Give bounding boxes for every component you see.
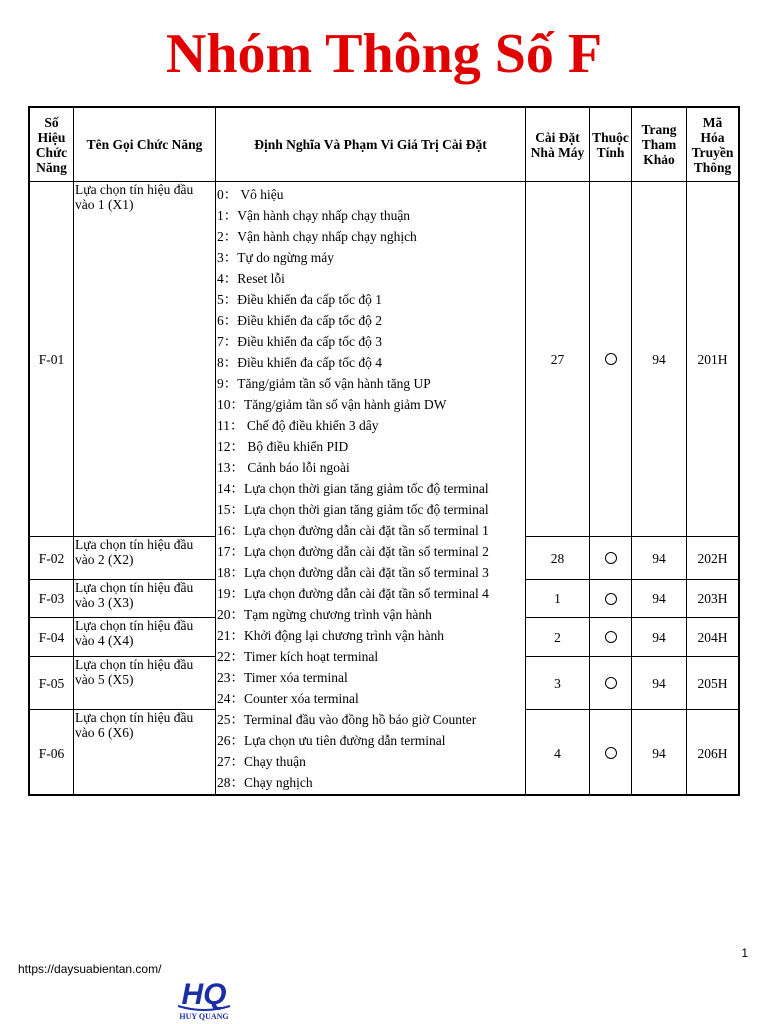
row-factory-cell: 28 [526,537,590,580]
header-attribute-line: Tính [596,144,625,160]
row-name-line: vào 3 (X3) [75,595,134,610]
row-page-cell: 94 [632,710,687,796]
header-name [74,108,216,182]
definition-option: 26：Lựa chọn ưu tiên đường dẫn terminal [217,733,446,748]
header-factory-line: Nhà Máy [530,144,585,160]
definition-option: 22：Timer kích hoạt terminal [217,649,379,664]
circle-icon [605,593,617,605]
row-attribute-cell [590,710,632,796]
definition-option: 18：Lựa chọn đường dẫn cài đặt tần số terminal 3 [217,565,489,580]
header-definition-line: Định Nghĩa Và Phạm Vi Giá Trị Cài Đặt [254,137,487,152]
row-name-line: Lựa chọn tín hiệu đầu [75,537,194,552]
row-comm-cell: 204H [687,618,738,657]
row-name-cell [74,537,216,580]
row-name-line: vào 2 (X2) [75,552,134,567]
header-code-line: Hiệu [37,129,66,145]
company-logo [172,976,236,1022]
row-name-line: Lựa chọn tín hiệu đầu [75,580,194,595]
definition-option: 2：Vận hành chạy nhấp chạy nghịch [217,229,417,244]
header-comm-line: Mã [702,114,723,130]
row-page-cell: 94 [632,618,687,657]
row-code-cell: F-06 [30,710,74,796]
row-comm-cell: 205H [687,657,738,710]
definition-option: 20：Tạm ngừng chương trình vận hành [217,607,432,622]
definition-option: 28：Chạy nghịch [217,775,313,790]
footer-url: https://daysuabientan.com/ [18,962,162,976]
row-page-cell: 94 [632,537,687,580]
definition-option: 17：Lựa chọn đường dẫn cài đặt tần số terminal 2 [217,544,489,559]
row-name-cell [74,580,216,618]
header-comm-line: Hóa [700,129,725,145]
hq-logo-icon [172,976,236,1012]
circle-icon [605,677,617,689]
header-attribute-line: Thuộc [592,129,629,145]
row-attribute-cell [590,182,632,537]
definition-option: 15：Lựa chọn thời gian tăng giảm tốc độ terminal [217,502,489,517]
definition-option: 21：Khởi động lại chương trình vận hành [217,628,445,643]
row-name-line: vào 5 (X5) [75,672,134,687]
row-attribute-cell [590,537,632,580]
header-attribute [590,108,632,182]
row-code-cell: F-01 [30,182,74,537]
header-definition [216,108,526,182]
row-name-line: vào 1 (X1) [75,197,134,212]
header-page-line: Trang [641,122,677,137]
row-comm-cell: 206H [697,745,728,761]
row-name-line: vào 4 (X4) [75,633,134,648]
row-page-cell: 94 [632,657,687,710]
logo-text: HUY QUANG [179,1012,229,1021]
row-name-line: Lựa chọn tín hiệu đầu [75,657,194,672]
definition-option: 13： Cảnh báo lỗi ngoài [217,460,350,475]
page-number: 1 [741,946,748,960]
definition-option: 19：Lựa chọn đường dẫn cài đặt tần số terminal 4 [217,586,489,601]
definition-option: 7：Điều khiển đa cấp tốc độ 3 [217,334,382,349]
page-title: Nhóm Thông Số F [165,23,603,85]
definition-option: 12： Bộ điều khiển PID [217,439,349,454]
definition-option: 24：Counter xóa terminal [217,691,359,706]
row-attribute-cell [590,580,632,618]
row-comm-cell: 201H [687,182,738,537]
definition-option: 0： Vô hiệu [217,187,284,202]
circle-icon [605,353,617,365]
row-attribute-cell [590,618,632,657]
header-code-line: Số [44,114,59,130]
definition-option: 25：Terminal đầu vào đồng hồ báo giờ Counter [217,712,477,727]
definition-option: 23：Timer xóa terminal [217,670,348,685]
definition-option: 8：Điều khiển đa cấp tốc độ 4 [217,355,382,370]
definition-option: 1：Vận hành chạy nhấp chạy thuận [217,208,411,223]
row-name-line: vào 6 (X6) [75,725,134,740]
row-code-cell: F-02 [30,537,74,580]
header-page [632,108,687,182]
definition-option: 11： Chế độ điều khiển 3 dây [217,418,379,433]
header-comm [687,108,738,182]
row-name-cell [74,710,216,796]
row-factory-cell: 27 [526,182,590,537]
row-factory-cell: 4 [526,710,590,796]
header-code [30,108,74,182]
header-name-line: Tên Gọi Chức Năng [86,137,203,152]
row-attribute-cell [590,657,632,710]
row-comm-cell: 203H [687,580,738,618]
row-name-line: Lựa chọn tín hiệu đầu [75,710,194,725]
header-page-line: Tham [641,137,677,152]
definition-option: 6：Điều khiển đa cấp tốc độ 2 [217,313,382,328]
row-name-cell [74,182,216,537]
definition-option: 27：Chạy thuận [217,754,306,769]
definition-option: 16：Lựa chọn đường dẫn cài đặt tần số terminal 1 [217,523,489,538]
row-factory-cell: 2 [526,618,590,657]
circle-icon [605,552,617,564]
header-code-line: Năng [36,159,67,175]
row-code-cell: F-03 [30,580,74,618]
definition-option: 9：Tăng/giảm tần số vận hành tăng UP [217,376,431,391]
definition-option: 5：Điều khiển đa cấp tốc độ 1 [217,292,382,307]
row-page-cell: 94 [632,580,687,618]
definition-options-list [216,182,526,796]
row-comm-cell: 202H [687,537,738,580]
row-page-cell: 94 [632,182,687,537]
definition-option: 14：Lựa chọn thời gian tăng giảm tốc độ terminal [217,481,489,496]
logo-letters: HQ [181,978,227,1011]
header-page-line: Khảo [643,152,675,167]
row-code-cell: F-05 [30,657,74,710]
row-name-line: Lựa chọn tín hiệu đầu [75,182,194,197]
header-factory [526,108,590,182]
row-name-line: Lựa chọn tín hiệu đầu [75,618,194,633]
definition-option: 10：Tăng/giảm tần số vận hành giảm DW [217,397,447,412]
header-factory-line: Cài Đặt [535,129,580,145]
header-comm-line: Truyền [691,144,734,160]
header-code-line: Chức [35,144,68,160]
row-code-cell: F-04 [30,618,74,657]
circle-icon [605,631,617,643]
row-factory-cell: 1 [526,580,590,618]
row-factory-cell: 3 [526,657,590,710]
header-comm-line: Thông [693,159,732,175]
parameter-table [28,106,740,796]
parameter-table-grid [28,106,740,796]
row-name-cell [74,657,216,710]
definition-option: 3：Tự do ngừng máy [217,250,334,265]
circle-icon [605,747,617,759]
definition-option: 4：Reset lỗi [217,271,285,286]
row-name-cell [74,618,216,657]
